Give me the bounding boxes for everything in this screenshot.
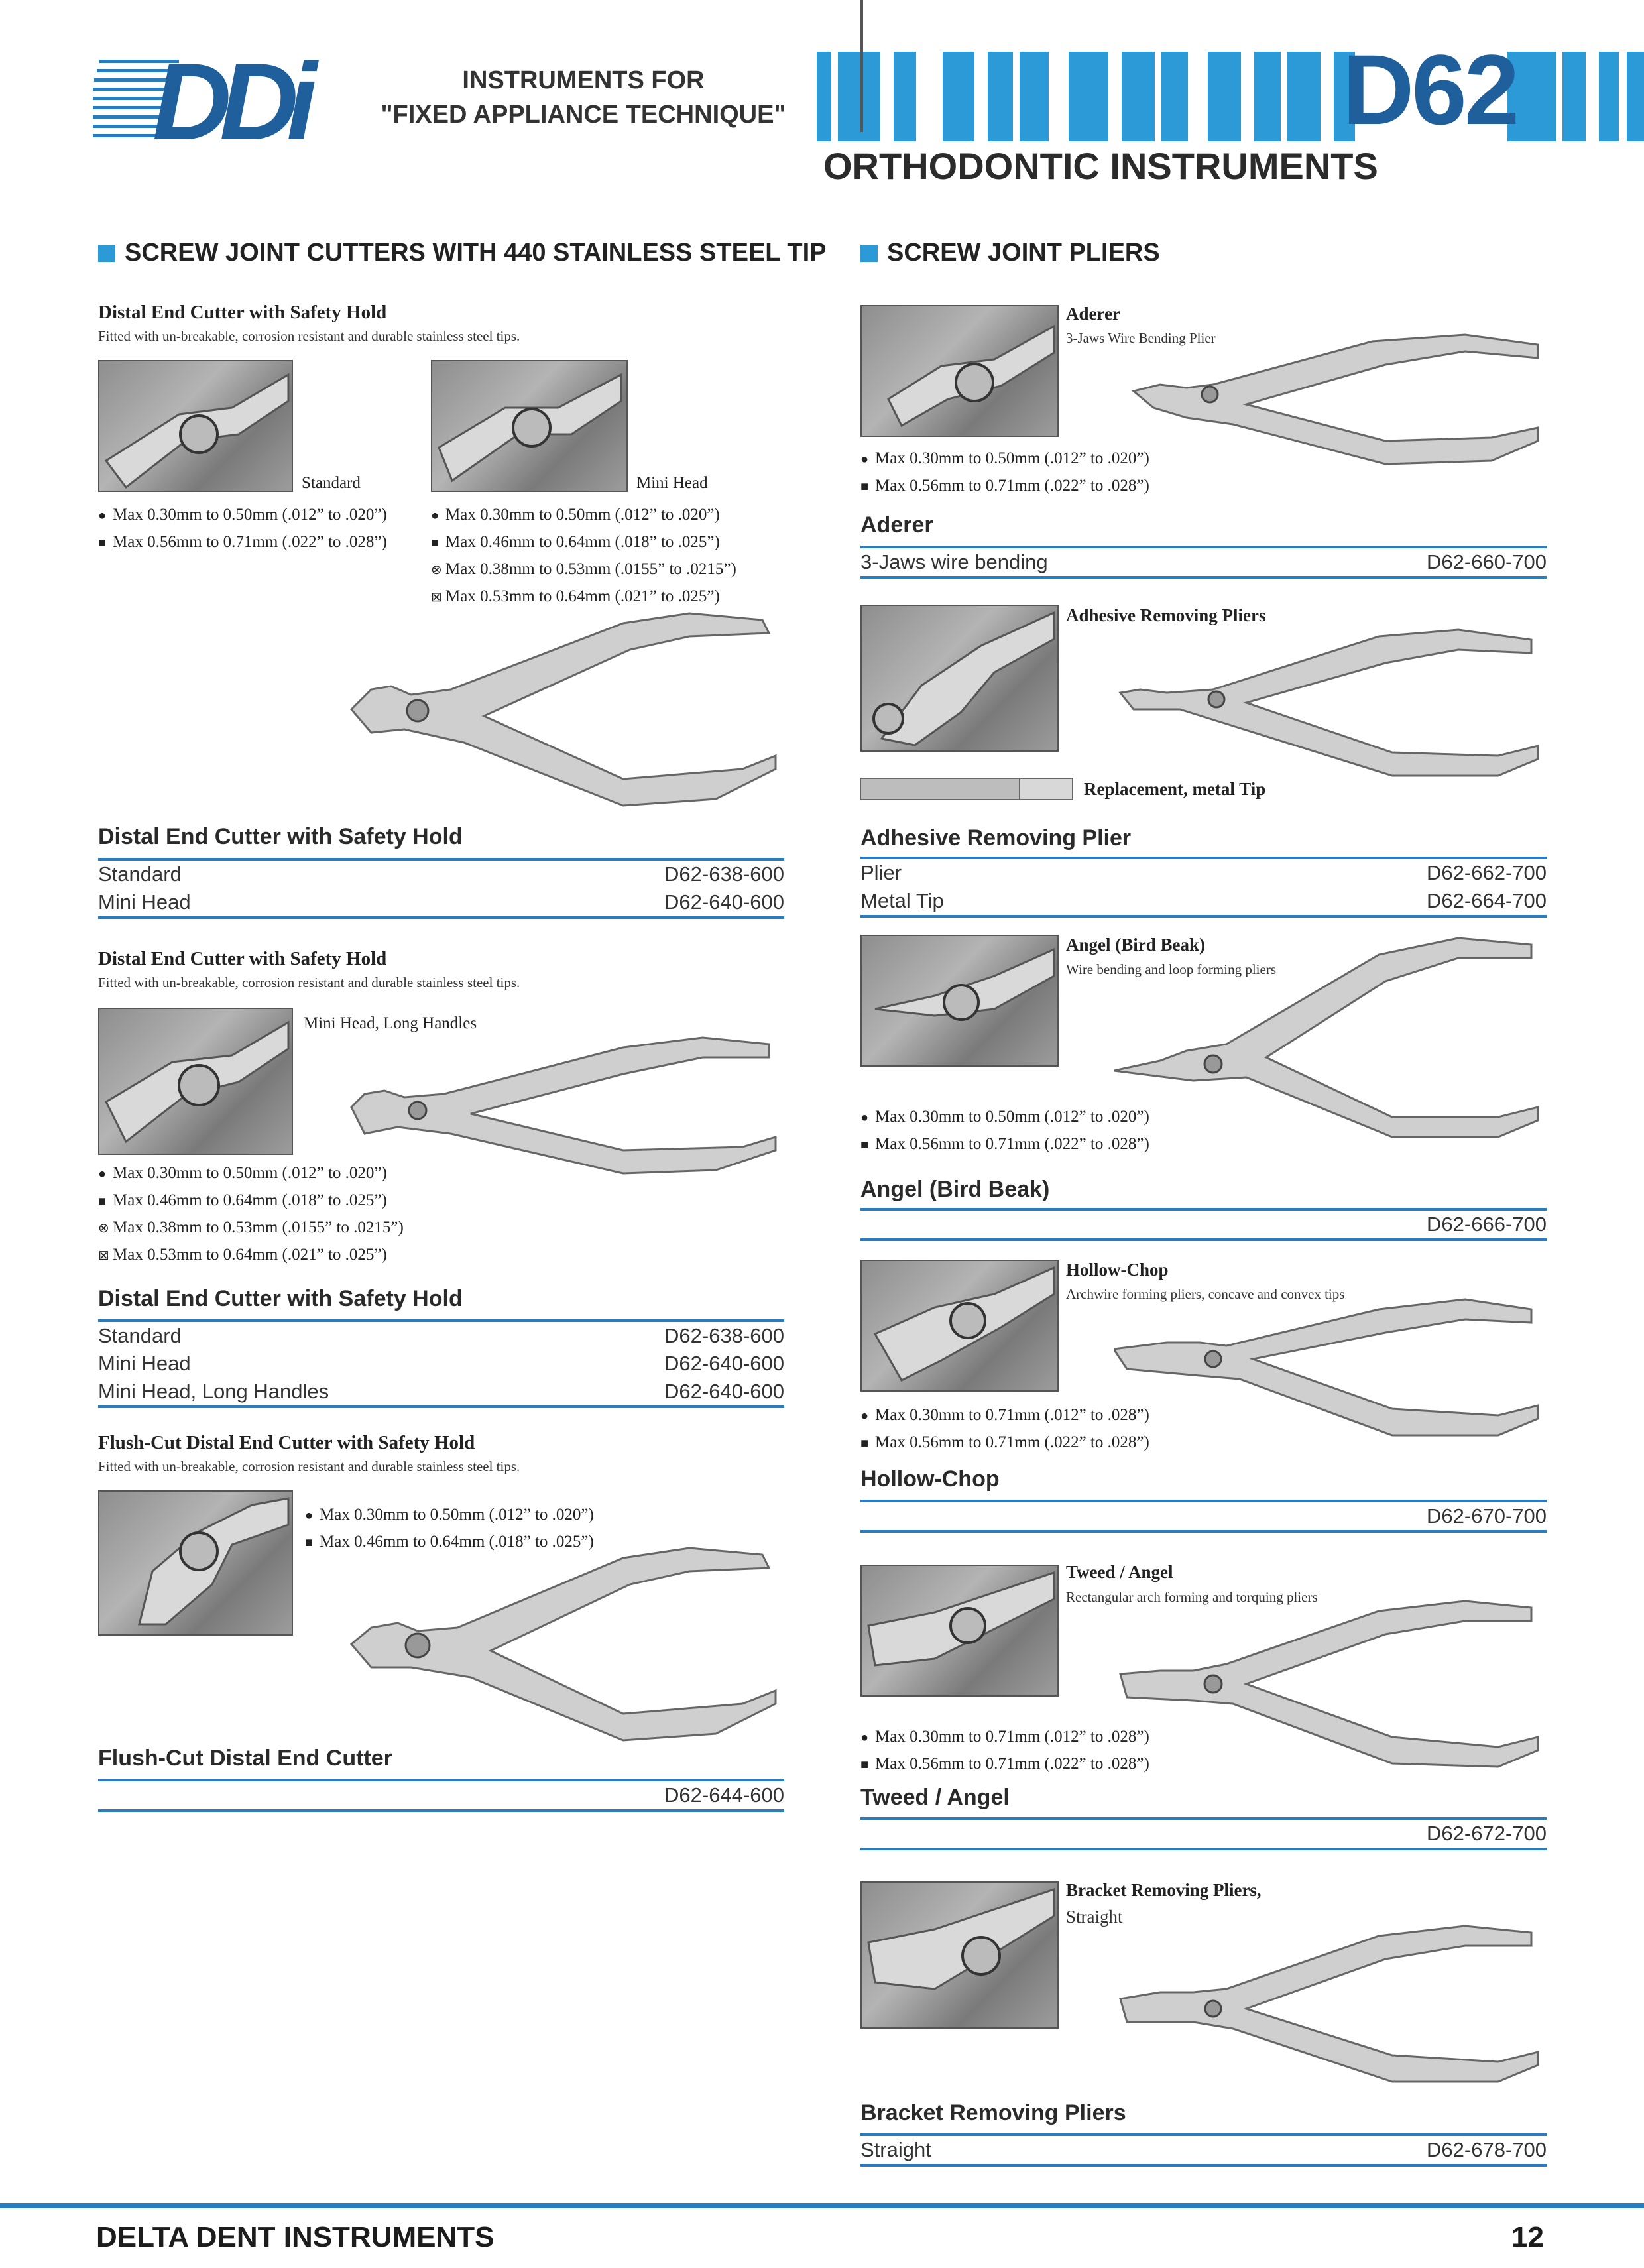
spec-list	[98, 502, 387, 556]
plier-photo	[345, 1545, 782, 1750]
product-table	[860, 546, 1547, 579]
square-bullet-icon: ■	[305, 1535, 314, 1550]
left-section-title-text: SCREW JOINT CUTTERS WITH 440 STAINLESS STEEL TIP	[125, 239, 827, 267]
subtitle-line-2: "FIXED APPLIANCE TECHNIQUE"	[381, 101, 786, 129]
spec-item: ■ Max 0.46mm to 0.64mm (.018” to .025”)	[305, 1529, 594, 1556]
product-desc: Rectangular arch forming and torquing pliers	[1066, 1589, 1318, 1605]
spec-item: ● Max 0.30mm to 0.50mm (.012” to .020”)	[860, 1104, 1149, 1131]
square-bullet-icon: ■	[98, 536, 107, 550]
label-long-handles: Mini Head, Long Handles	[304, 1014, 477, 1032]
spec-list	[431, 502, 736, 611]
right-section-title	[860, 239, 1160, 267]
table-row: Standard D62-638-600	[98, 1324, 784, 1347]
product-table	[860, 1500, 1547, 1533]
table-title: Distal End Cutter with Safety Hold	[98, 1286, 463, 1311]
product-name: Angel (Bird Beak)	[1066, 935, 1206, 955]
section-square-icon	[98, 245, 115, 262]
svg-text:DDi: DDi	[152, 46, 306, 149]
circle-bullet-icon: ●	[860, 1110, 869, 1125]
table-title: Hollow-Chop	[860, 1466, 1000, 1492]
product-name: Adhesive Removing Pliers	[1066, 605, 1266, 625]
table-row: Plier D62-662-700	[860, 861, 1547, 884]
x-circle-bullet-icon: ⊗	[431, 563, 442, 577]
ddi-logo	[93, 46, 351, 149]
tip-label: Replacement, metal Tip	[1084, 779, 1266, 799]
plier-photo	[1114, 627, 1545, 782]
product-table	[860, 1817, 1547, 1850]
x-circle-bullet-icon: ⊗	[98, 1221, 109, 1236]
product-name: Bracket Removing Pliers,	[1066, 1880, 1262, 1900]
section-code: D62	[1342, 34, 1517, 145]
spec-item: ● Max 0.30mm to 0.50mm (.012” to .020”)	[98, 1160, 404, 1187]
plier-photo	[1114, 1923, 1545, 2088]
header-stripes	[817, 52, 1644, 141]
plier-photo	[345, 1034, 782, 1177]
subtitle-line-1: INSTRUMENTS FOR	[462, 66, 705, 94]
product-closeup-photo	[98, 1008, 293, 1155]
product-closeup-photo	[431, 360, 628, 492]
spec-item: ■ Max 0.56mm to 0.71mm (.022” to .028”)	[98, 529, 387, 556]
spec-list	[860, 1402, 1149, 1457]
spec-item: ● Max 0.30mm to 0.71mm (.012” to .028”)	[860, 1724, 1149, 1751]
table-row: Mini Head D62-640-600	[98, 890, 784, 914]
label-mini-head: Mini Head	[636, 474, 708, 492]
spec-list	[860, 1104, 1149, 1158]
x-square-bullet-icon: ⊠	[98, 1248, 109, 1263]
product-closeup-photo	[860, 935, 1059, 1067]
product-name: Hollow-Chop	[1066, 1260, 1169, 1280]
spec-item: ■ Max 0.56mm to 0.71mm (.022” to .028”)	[860, 473, 1149, 500]
product-name: Flush-Cut Distal End Cutter with Safety Hold	[98, 1432, 475, 1453]
square-bullet-icon: ■	[860, 1758, 869, 1772]
table-row: D62-644-600	[664, 1783, 784, 1807]
circle-bullet-icon: ●	[860, 1730, 869, 1745]
circle-bullet-icon: ●	[98, 508, 107, 523]
table-row: Mini Head, Long Handles D62-640-600	[98, 1380, 784, 1403]
spec-item: ■ Max 0.56mm to 0.71mm (.022” to .028”)	[860, 1131, 1149, 1158]
page-number: 12	[1511, 2221, 1544, 2253]
metal-tip-photo	[860, 777, 1074, 801]
spec-item: ■ Max 0.56mm to 0.71mm (.022” to .028”)	[860, 1429, 1149, 1457]
product-desc: Fitted with un-breakable, corrosion resistant and durable stainless steel tips.	[98, 975, 520, 990]
spec-item: ● Max 0.30mm to 0.71mm (.012” to .028”)	[860, 1402, 1149, 1429]
product-desc: Straight	[1066, 1907, 1123, 1927]
footer-bar	[0, 2203, 1644, 2208]
spec-list	[860, 1724, 1149, 1778]
table-title: Distal End Cutter with Safety Hold	[98, 824, 463, 849]
square-bullet-icon: ■	[860, 479, 869, 494]
product-name: Aderer	[1066, 304, 1120, 324]
spec-item: ■ Max 0.46mm to 0.64mm (.018” to .025”)	[98, 1187, 404, 1215]
square-bullet-icon: ■	[860, 1138, 869, 1152]
circle-bullet-icon: ●	[431, 508, 440, 523]
circle-bullet-icon: ●	[860, 1409, 869, 1423]
spec-item: ⊠ Max 0.53mm to 0.64mm (.021” to .025”)	[431, 583, 736, 611]
spec-item: ⊗ Max 0.38mm to 0.53mm (.0155” to .0215”)	[431, 556, 736, 583]
product-name: Distal End Cutter with Safety Hold	[98, 302, 387, 323]
table-row: Mini Head D62-640-600	[98, 1352, 784, 1375]
table-row: Standard D62-638-600	[98, 863, 784, 886]
spec-item: ● Max 0.30mm to 0.50mm (.012” to .020”)	[431, 502, 736, 529]
spec-list	[860, 446, 1149, 500]
table-row: Straight D62-678-700	[860, 2138, 1547, 2161]
label-standard: Standard	[302, 474, 361, 492]
product-closeup-photo	[860, 0, 863, 132]
left-section-title	[98, 239, 827, 267]
table-row: 3-Jaws wire bending D62-660-700	[860, 550, 1547, 573]
product-table	[860, 857, 1547, 918]
table-title: Bracket Removing Pliers	[860, 2100, 1126, 2125]
product-table	[860, 1208, 1547, 1241]
table-title: Angel (Bird Beak)	[860, 1177, 1050, 1202]
product-table	[98, 1319, 784, 1408]
plier-photo	[1114, 1598, 1545, 1770]
table-title: Adhesive Removing Plier	[860, 825, 1132, 851]
spec-item: ■ Max 0.46mm to 0.64mm (.018” to .025”)	[431, 529, 736, 556]
product-desc: Archwire forming pliers, concave and convex tips	[1066, 1286, 1345, 1302]
plier-photo	[1120, 331, 1551, 471]
product-closeup-photo	[860, 1881, 1059, 2029]
table-row: D62-672-700	[1427, 1822, 1547, 1845]
product-desc: Fitted with un-breakable, corrosion resistant and durable stainless steel tips.	[98, 328, 520, 344]
product-table	[860, 2133, 1547, 2167]
table-row: D62-666-700	[1427, 1213, 1547, 1236]
product-name: Tweed / Angel	[1066, 1562, 1173, 1582]
product-closeup-photo	[860, 605, 1059, 752]
circle-bullet-icon: ●	[305, 1508, 314, 1523]
product-table	[98, 1779, 784, 1812]
table-row: Metal Tip D62-664-700	[860, 889, 1547, 912]
section-square-icon	[860, 245, 878, 262]
x-square-bullet-icon: ⊠	[431, 590, 442, 605]
spec-list	[98, 1160, 404, 1269]
spec-item: ⊗ Max 0.38mm to 0.53mm (.0155” to .0215”)	[98, 1215, 404, 1242]
table-row: D62-670-700	[1427, 1504, 1547, 1527]
plier-photo	[345, 610, 782, 815]
circle-bullet-icon: ●	[860, 452, 869, 467]
square-bullet-icon: ■	[98, 1194, 107, 1209]
square-bullet-icon: ■	[431, 536, 440, 550]
right-section-title-text: SCREW JOINT PLIERS	[887, 239, 1160, 267]
product-closeup-photo	[98, 1490, 293, 1636]
spec-item: ● Max 0.30mm to 0.50mm (.012” to .020”)	[98, 502, 387, 529]
square-bullet-icon: ■	[860, 1436, 869, 1451]
table-title: Tweed / Angel	[860, 1785, 1010, 1810]
catalog-subtitle	[371, 63, 795, 132]
spec-item: ■ Max 0.56mm to 0.71mm (.022” to .028”)	[860, 1751, 1149, 1778]
product-closeup-photo	[860, 1260, 1059, 1392]
product-closeup-photo	[860, 305, 1059, 437]
spec-item: ● Max 0.30mm to 0.50mm (.012” to .020”)	[305, 1502, 594, 1529]
product-closeup-photo	[860, 1565, 1059, 1697]
table-title: Aderer	[860, 512, 933, 538]
product-desc: Wire bending and loop forming pliers	[1066, 961, 1276, 977]
product-desc: 3-Jaws Wire Bending Plier	[1066, 330, 1216, 346]
category-title: ORTHODONTIC INSTRUMENTS	[823, 145, 1378, 187]
circle-bullet-icon: ●	[98, 1167, 107, 1181]
footer-company: DELTA DENT INSTRUMENTS	[96, 2221, 495, 2253]
table-title: Flush-Cut Distal End Cutter	[98, 1746, 392, 1771]
product-desc: Fitted with un-breakable, corrosion resistant and durable stainless steel tips.	[98, 1459, 520, 1474]
product-table	[98, 858, 784, 919]
plier-photo	[1114, 931, 1545, 1144]
product-closeup-photo	[98, 360, 293, 492]
plier-photo	[1114, 1296, 1545, 1442]
spec-item: ● Max 0.30mm to 0.50mm (.012” to .020”)	[860, 446, 1149, 473]
spec-item: ⊠ Max 0.53mm to 0.64mm (.021” to .025”)	[98, 1242, 404, 1269]
product-name: Distal End Cutter with Safety Hold	[98, 948, 387, 969]
